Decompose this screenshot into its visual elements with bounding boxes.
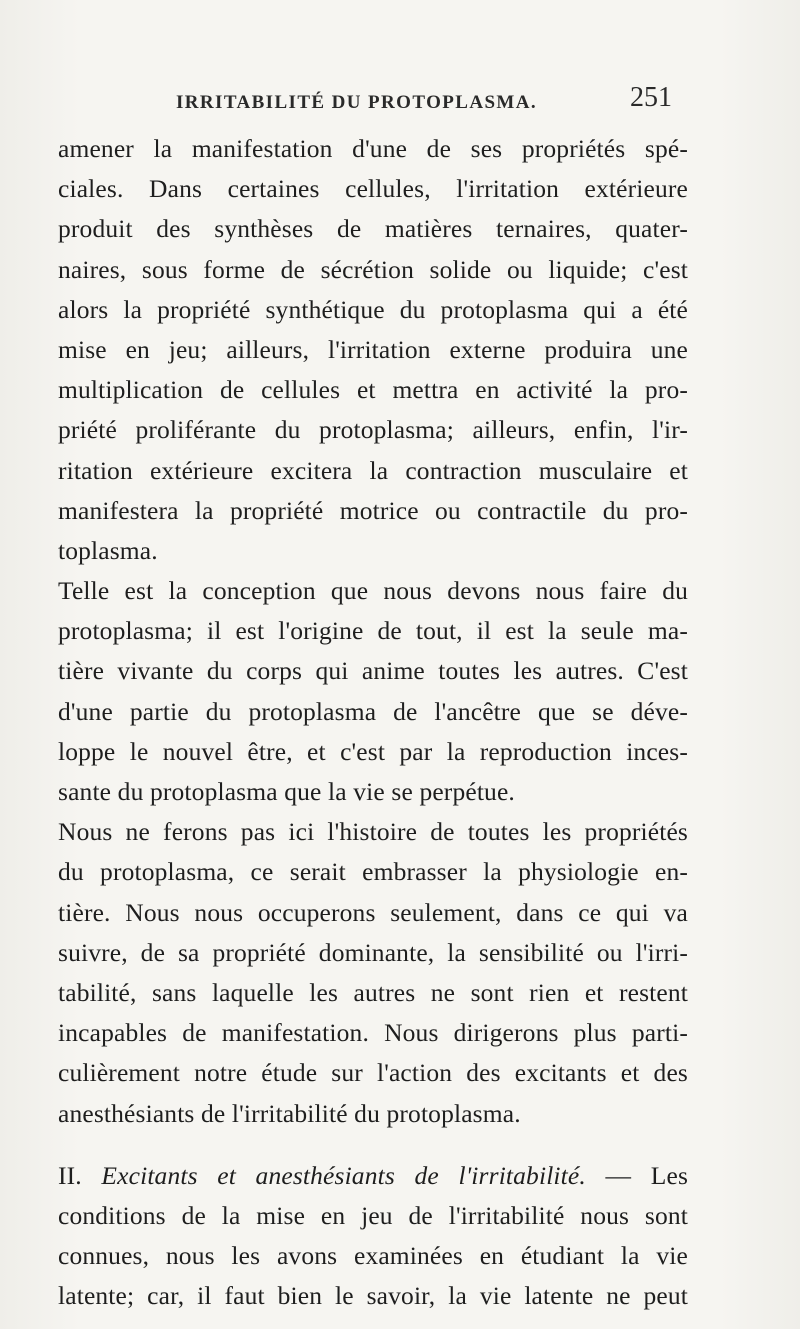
text-line: produit des synthèses de matières ternaires, quater- (58, 214, 688, 244)
text-line: toplasma. (58, 535, 158, 565)
text-line: conditions de la mise en jeu de l'irritabilité nous sont (58, 1200, 688, 1230)
text-line: ritation extérieure excitera la contraction musculaire et (58, 455, 688, 485)
text-line: sante du protoplasma que la vie se perpétue. (58, 777, 515, 806)
page-header (170, 82, 680, 122)
paragraph-3 (58, 812, 688, 1134)
section-title: Excitants et anesthésiants de l'irritabilité. (101, 1160, 586, 1190)
section-heading-line (58, 1156, 688, 1196)
text-line: Nous ne ferons pas ici l'histoire de toutes les propriétés (58, 817, 688, 847)
body-text (58, 129, 688, 1316)
paragraph-2 (58, 571, 688, 812)
text-line: du protoplasma, ce serait embrasser la physiologie en- (58, 857, 688, 887)
text-line: d'une partie du protoplasma de l'ancêtre que se déve- (58, 696, 688, 726)
text-line: mise en jeu; ailleurs, l'irritation externe produira une (58, 334, 688, 364)
running-title: IRRITABILITÉ DU PROTOPLASMA. (176, 92, 538, 113)
text-line: multiplication de cellules et mettra en activité la pro- (58, 375, 688, 405)
text-line: amener la manifestation d'une de ses propriétés spé- (58, 134, 688, 163)
text-line: anesthésiants de l'irritabilité du protoplasma. (58, 1098, 521, 1128)
text-line: alors la propriété synthétique du protoplasma qui a été (58, 294, 688, 324)
text-line: incapables de manifestation. Nous dirigerons plus parti- (58, 1018, 688, 1048)
text-line: loppe le nouvel être, et c'est par la reproduction inces- (58, 736, 688, 766)
text-line: naires, sous forme de sécrétion solide ou liquide; c'est (58, 254, 688, 284)
text-line: manifestera la propriété motrice ou contractile du pro- (58, 495, 688, 525)
text-line: ciales. Dans certaines cellules, l'irritation extérieure (58, 174, 688, 204)
text-line: suivre, de sa propriété dominante, la sensibilité ou l'irri- (58, 937, 688, 967)
text-line: Telle est la conception que nous devons nous faire du (58, 576, 688, 606)
text-line: tière vivante du corps qui anime toutes les autres. C'est (58, 656, 688, 686)
text-line: connues, nous les avons examinées en étudiant la vie (58, 1241, 688, 1271)
text-line: protoplasma; il est l'origine de tout, il est la seule ma- (58, 616, 688, 646)
section-2 (58, 1156, 688, 1317)
text-line: tabilité, sans laquelle les autres ne sont rien et restent (58, 977, 688, 1007)
section-number: II. (58, 1160, 82, 1190)
page-number: 251 (630, 82, 672, 113)
section-first-line-rest: — Les (585, 1160, 689, 1190)
text-line: culièrement notre étude sur l'action des excitants et des (58, 1058, 688, 1088)
text-line: tière. Nous nous occuperons seulement, dans ce qui va (58, 897, 688, 927)
text-line: latente; car, il faut bien le savoir, la vie latente ne peut (58, 1281, 688, 1311)
text-line: priété proliférante du protoplasma; ailleurs, enfin, l'ir- (58, 415, 688, 445)
paragraph-1 (58, 129, 688, 571)
section-gap (58, 1134, 688, 1156)
